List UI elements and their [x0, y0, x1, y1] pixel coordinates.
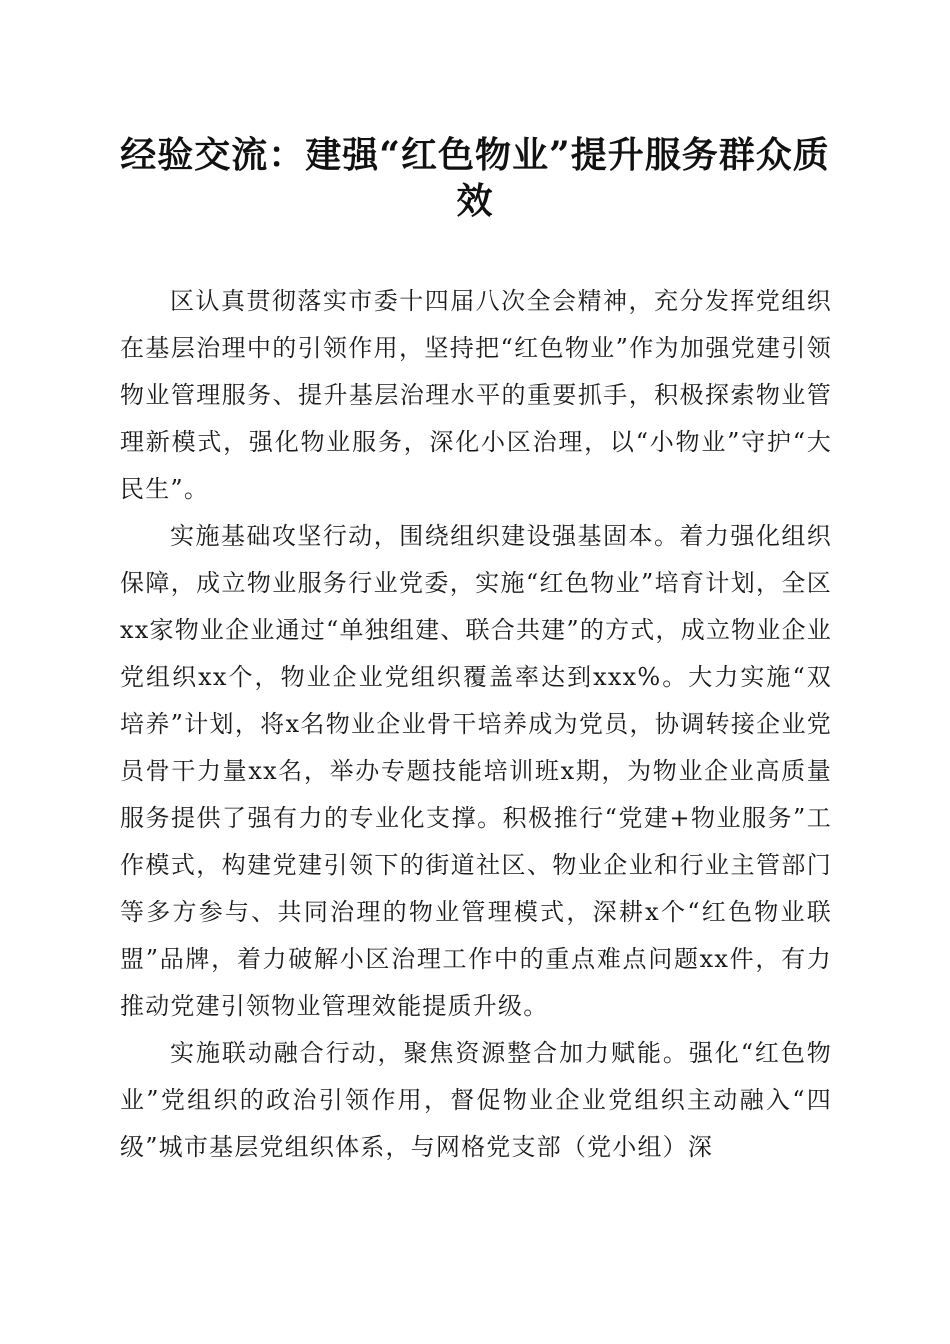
paragraph-foundation-action: 实施基础攻坚行动，围绕组织建设强基固本。着力强化组织保障，成立物业服务行业党委，实施“红色物业”培育计划，全区xx家物业企业通过“单独组建、联合共建”的方式，成立物业企业党组织xx个，物业企业党组织覆盖率达到xxx%。大力实施“双培养”计划，将x名物业企业骨干培养成为党员，协调转接企业党员骨干力量xx名，举办专题技能培训班x期，为物业企业高质量服务提供了强有力的专业化支撑。积极推行“党建+物业服务”工作模式，构建党建引领下的街道社区、物业企业和行业主管部门等多方参与、共同治理的物业管理模式，深耕x个“红色物业联盟”品牌，着力破解小区治理工作中的重点难点问题xx件，有力推动党建引领物业管理效能提质升级。 — [120, 522, 832, 1020]
document-title: 经验交流：建强“红色物业”提升服务群众质效 — [120, 134, 830, 222]
paragraph-integration-action: 实施联动融合行动，聚焦资源整合加力赋能。强化“红色物业”党组织的政治引领作用，督促物业企业党组织主动融入“四级”城市基层党组织体系，与网格党支部（党小组）深 — [120, 1039, 832, 1161]
document-body — [120, 278, 832, 1171]
paragraph-intro: 区认真贯彻落实市委十四届八次全会精神，充分发挥党组织在基层治理中的引领作用，坚持把“红色物业”作为加强党建引领物业管理服务、提升基层治理水平的重要抓手，积极探索物业管理新模式，强化物业服务，深化小区治理，以“小物业”守护“大民生”。 — [120, 287, 832, 503]
